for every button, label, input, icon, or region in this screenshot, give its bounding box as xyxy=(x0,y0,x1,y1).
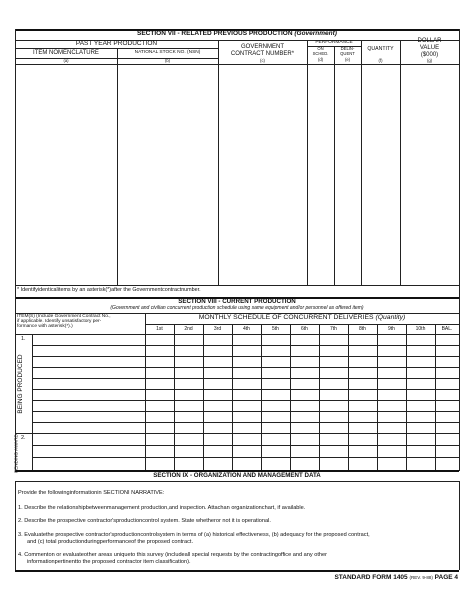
items-header-line1: ITEM(S) (Include Government Contract No., xyxy=(17,314,111,319)
dollar-header-line3: ($000) xyxy=(420,52,439,58)
col-d-code: (d) xyxy=(317,57,324,62)
narrative-item-4-line1: 4. Commenton or evaluateother areas uniqueto this survey (includeall special requests by the contractingoffice and any other xyxy=(18,552,327,558)
s8-subtitle: (Government and civilian concurrent production schedule using same equipment and/or personnel as offered item) xyxy=(110,305,364,311)
monthly-schedule-text: MONTHLY SCHEDULE OF CONCURRENT DELIVERIES xyxy=(198,314,374,321)
month-6th: 6th xyxy=(301,326,308,332)
narrative-item-3-line2: and (c) total productionduringperformanceof the proposed contract. xyxy=(27,539,194,545)
items-header-line3: formance with asterisk(*).) xyxy=(17,324,73,329)
col-e-code: (e) xyxy=(344,57,351,62)
s7-title-qualifier: (Government) xyxy=(294,30,337,37)
monthly-schedule-qualifier: (Quantity) xyxy=(375,314,406,321)
s7-title xyxy=(15,31,459,38)
gcn-header-line1: GOVERNMENT xyxy=(240,44,284,50)
month-1st: 1st xyxy=(156,326,163,332)
col-f-code: (f) xyxy=(378,58,383,63)
col-c-code: (c) xyxy=(260,58,265,63)
monthly-schedule-header xyxy=(145,315,459,322)
on-sched-line1: ON xyxy=(317,46,324,51)
row-2-number: 2. xyxy=(21,435,26,441)
narrative-item-1: 1. Describe the relationshipbetweenmanagement production,and inspection. Attachan organizationchart, if available. xyxy=(18,505,306,511)
narrative-item-3-line1: 3. Evaluatethe prospective contractor'sproductioncontrolsystem in terms of (a) historical effectiveness, (b) adequacy for the proposed contract, xyxy=(18,532,370,538)
form-number: STANDARD FORM 1405 xyxy=(334,574,408,581)
page-number: PAGE 4 xyxy=(434,574,458,581)
narrative-intro: Provide the followinginformationin SECTIONI NARRATIVE: xyxy=(18,490,165,496)
s7-title-text: SECTION VII - RELATED PREVIOUS PRODUCTION xyxy=(137,30,293,37)
gcn-header-line2: CONTRACT NUMBER* xyxy=(230,51,295,57)
month-3rd: 3rd xyxy=(213,326,222,332)
narrative-item-4-line2: informationpertinentto the proposed contractor item classification). xyxy=(27,559,191,565)
month-8th: 8th xyxy=(359,326,366,332)
performance-header: PERFORMANCE xyxy=(315,40,353,45)
nsn-header: NATIONAL STOCK NO. (NSN) xyxy=(134,50,201,55)
s9-title: SECTION IX - ORGANIZATION AND MANAGEMENT DATA xyxy=(153,472,321,479)
month-9th: 9th xyxy=(388,326,395,332)
dollar-header-line2: VALUE xyxy=(419,45,440,51)
past-year-heading: PAST YEAR PRODUCTION xyxy=(75,40,158,47)
dollar-header-line1: DOLLAR xyxy=(417,38,442,44)
row-1-number: 1. xyxy=(21,336,26,342)
col-b-code: (b) xyxy=(164,58,171,63)
quantity-header: QUANTITY xyxy=(367,46,394,52)
pending-award-label: PENDING AWARD xyxy=(13,434,19,473)
delinquent-line1: DELIN- xyxy=(340,46,355,51)
s7-footnote: * Identifyidenticalitems by an asterisk(*)after the Governmentcontractnumber. xyxy=(17,287,201,293)
s8-title: SECTION VIII - CURRENT PRODUCTION xyxy=(178,298,296,305)
on-sched-line2: SCHED. xyxy=(312,51,329,56)
month-bal: BAL. xyxy=(441,326,453,332)
being-produced-label: BEING PRODUCED xyxy=(17,354,24,414)
month-10th: 10th xyxy=(415,326,426,332)
month-2nd: 2nd xyxy=(184,326,193,332)
col-g-code: (g) xyxy=(426,58,433,63)
month-5th: 5th xyxy=(272,326,279,332)
narrative-item-2: 2. Describe the prospective contractor'sproductioncontrol system. State whetheror not it is operational. xyxy=(18,518,271,524)
item-nomenclature-header: ITEM NOMENCLATURE xyxy=(33,50,99,56)
delinquent-line2: QUENT xyxy=(340,51,355,56)
month-4th: 4th xyxy=(243,326,250,332)
items-header-line2: if applicable. Identify unsatisfactory per- xyxy=(17,319,102,324)
form-footer xyxy=(334,575,458,582)
month-7th: 7th xyxy=(330,326,337,332)
col-a-code: (a) xyxy=(63,58,69,63)
form-revision: (REV. 9-88) xyxy=(409,575,433,580)
